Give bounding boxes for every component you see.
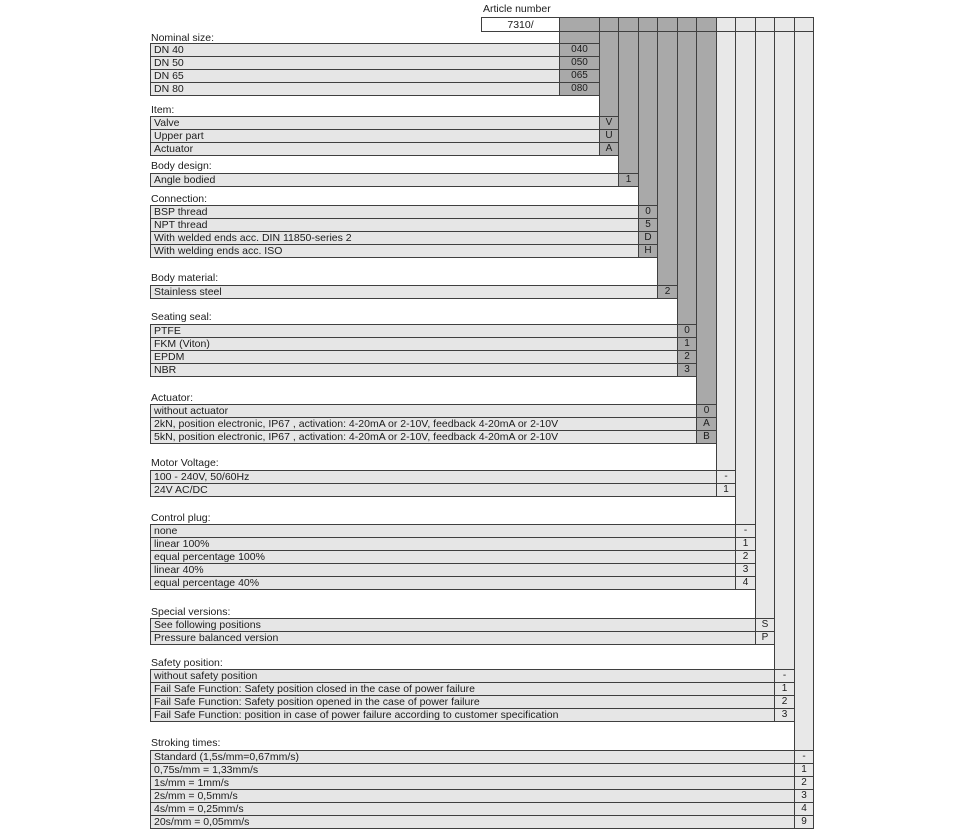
top-row-cell: [638, 17, 658, 32]
code-box: 1: [794, 763, 814, 777]
option-row: equal percentage 40%: [150, 576, 736, 590]
code-box: 5: [638, 218, 658, 232]
option-row: DN 40: [150, 43, 560, 57]
section-header: Special versions:: [151, 606, 231, 618]
option-row: 2s/mm = 0,5mm/s: [150, 789, 795, 803]
code-box: 1: [774, 682, 795, 696]
option-row: NBR: [150, 363, 678, 377]
code-box: 3: [774, 708, 795, 722]
code-box: 3: [735, 563, 756, 577]
code-box: A: [599, 142, 619, 156]
option-row: 1s/mm = 1mm/s: [150, 776, 795, 790]
code-box: 3: [677, 363, 697, 377]
section-header: Connection:: [151, 193, 208, 205]
option-row: Upper part: [150, 129, 600, 143]
column-strip: [755, 31, 775, 645]
top-row-cell: [716, 17, 736, 32]
top-row-cell: [657, 17, 678, 32]
section-header: Stroking times:: [151, 737, 221, 749]
code-box: 4: [735, 576, 756, 590]
top-row-cell: [599, 17, 619, 32]
code-box: 040: [559, 43, 600, 57]
option-row: 20s/mm = 0,05mm/s: [150, 815, 795, 829]
option-row: FKM (Viton): [150, 337, 678, 351]
option-row: none: [150, 524, 736, 538]
option-row: 2kN, position electronic, IP67 , activation: 4-20mA or 2-10V, feedback 4-20mA or 2-10V: [150, 417, 697, 431]
section-header: Seating seal:: [151, 311, 212, 323]
code-box: H: [638, 244, 658, 258]
option-row: without actuator: [150, 404, 697, 418]
option-row: Angle bodied: [150, 173, 619, 187]
option-row: 100 - 240V, 50/60Hz: [150, 470, 717, 484]
section-header: Body material:: [151, 272, 219, 284]
code-box: 0: [638, 205, 658, 219]
option-row: linear 100%: [150, 537, 736, 551]
code-box: 1: [716, 483, 736, 497]
section-header: Actuator:: [151, 392, 194, 404]
option-row: DN 50: [150, 56, 560, 70]
article-prefix-text: 7310/: [507, 18, 534, 31]
code-box: -: [774, 669, 795, 683]
column-strip: [618, 31, 639, 187]
code-box: 2: [735, 550, 756, 564]
option-row: Stainless steel: [150, 285, 658, 299]
section-header: Nominal size:: [151, 32, 215, 44]
code-box: 1: [677, 337, 697, 351]
top-row-cell: [735, 17, 756, 32]
code-box: 2: [677, 350, 697, 364]
option-row: DN 80: [150, 82, 560, 96]
option-row: equal percentage 100%: [150, 550, 736, 564]
option-row: Valve: [150, 116, 600, 130]
code-box: D: [638, 231, 658, 245]
option-row: linear 40%: [150, 563, 736, 577]
top-row-cell: [755, 17, 775, 32]
section-header: Control plug:: [151, 512, 211, 524]
section-header: Body design:: [151, 160, 212, 172]
option-row: 5kN, position electronic, IP67 , activation: 4-20mA or 2-10V, feedback 4-20mA or 2-10V: [150, 430, 697, 444]
option-row: 0,75s/mm = 1,33mm/s: [150, 763, 795, 777]
code-box: -: [794, 750, 814, 764]
option-row: DN 65: [150, 69, 560, 83]
code-box: 080: [559, 82, 600, 96]
code-box: 050: [559, 56, 600, 70]
option-row: Fail Safe Function: Safety position closed in the case of power failure: [150, 682, 775, 696]
code-box: 2: [657, 285, 678, 299]
column-strip: [657, 31, 678, 299]
option-row: without safety position: [150, 669, 775, 683]
top-row-cell: [696, 17, 717, 32]
option-row: Fail Safe Function: Safety position opened in the case of power failure: [150, 695, 775, 709]
code-box: 2: [774, 695, 795, 709]
option-row: 4s/mm = 0,25mm/s: [150, 802, 795, 816]
top-row-cell: [618, 17, 639, 32]
option-row: 24V AC/DC: [150, 483, 717, 497]
option-row: With welding ends acc. ISO: [150, 244, 639, 258]
code-box: U: [599, 129, 619, 143]
code-box: A: [696, 417, 717, 431]
option-row: EPDM: [150, 350, 678, 364]
option-row: Actuator: [150, 142, 600, 156]
option-row: Standard (1,5s/mm=0,67mm/s): [150, 750, 795, 764]
code-box: 065: [559, 69, 600, 83]
article-prefix-box: [481, 17, 560, 32]
column-strip: [696, 31, 717, 444]
code-box: 0: [677, 324, 697, 338]
option-row: BSP thread: [150, 205, 639, 219]
code-box: 4: [794, 802, 814, 816]
column-strip: [716, 31, 736, 497]
column-strip: [794, 31, 814, 829]
column-strip: [735, 31, 756, 590]
code-box: -: [716, 470, 736, 484]
code-box: 1: [735, 537, 756, 551]
article-number-label: Article number: [483, 3, 551, 15]
section-header: Motor Voltage:: [151, 457, 219, 469]
top-row-cell: [559, 17, 600, 32]
option-row: Fail Safe Function: position in case of power failure according to customer specification: [150, 708, 775, 722]
code-box: 0: [696, 404, 717, 418]
code-box: V: [599, 116, 619, 130]
column-strip: [774, 31, 795, 722]
code-box: -: [735, 524, 756, 538]
option-row: With welded ends acc. DIN 11850-series 2: [150, 231, 639, 245]
code-box: P: [755, 631, 775, 645]
option-row: NPT thread: [150, 218, 639, 232]
option-row: See following positions: [150, 618, 756, 632]
top-row-cell: [794, 17, 814, 32]
option-row: PTFE: [150, 324, 678, 338]
code-box: 9: [794, 815, 814, 829]
code-box: 3: [794, 789, 814, 803]
section-header: Item:: [151, 104, 175, 116]
top-row-cell: [677, 17, 697, 32]
top-row-cell: [774, 17, 795, 32]
section-header: Safety position:: [151, 657, 223, 669]
code-box: B: [696, 430, 717, 444]
option-row: Pressure balanced version: [150, 631, 756, 645]
code-box: S: [755, 618, 775, 632]
code-box: 2: [794, 776, 814, 790]
code-box: 1: [618, 173, 639, 187]
